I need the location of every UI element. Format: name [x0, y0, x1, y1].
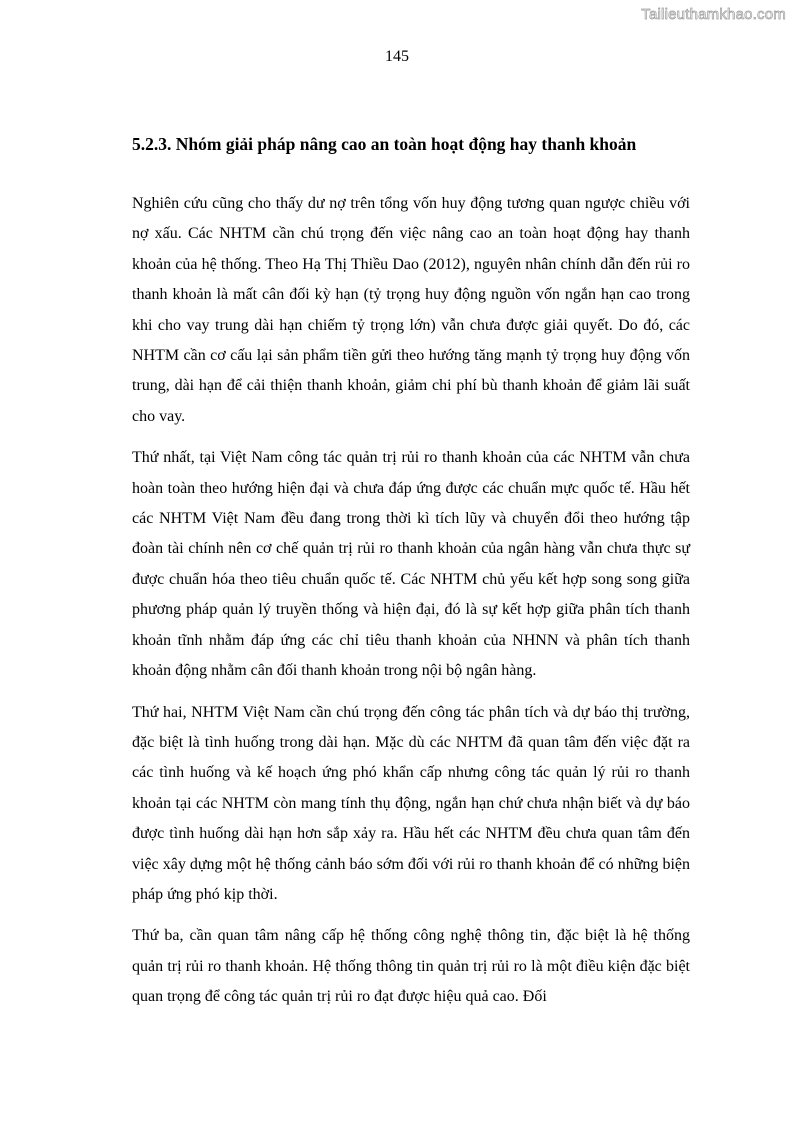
paragraph-1: Nghiên cứu cũng cho thấy dư nợ trên tổng vốn huy động tương quan ngược chiều với nợ xấu. Các NHTM cần chú trọng đến việc nâng cao an toàn hoạt động hay thanh khoản của hệ thống. Theo Hạ Thị Thiều Dao (2012), nguyên nhân chính dẫn đến rủi ro thanh khoản là mất cân đối kỳ hạn (tỷ trọng huy động nguồn vốn ngắn hạn cao trong khi cho vay trung dài hạn chiếm tỷ trọng lớn) vẫn chưa được giải quyết. Do đó, các NHTM cần cơ cấu lại sản phẩm tiền gửi theo hướng tăng mạnh tỷ trọng huy động vốn trung, dài hạn để cải thiện thanh khoản, giảm chi phí bù thanh khoản để giảm lãi suất cho vay. — [132, 195, 690, 425]
section-heading: 5.2.3. Nhóm giải pháp nâng cao an toàn hoạt động hay thanh khoản — [132, 134, 637, 154]
page-number: 145 — [385, 48, 409, 65]
paragraph-3: Thứ hai, NHTM Việt Nam cần chú trọng đến công tác phân tích và dự báo thị trường, đặc biệt là tình huống trong dài hạn. Mặc dù các NHTM đã quan tâm đến việc đặt ra các tình huống và kế hoạch ứng phó khẩn cấp nhưng công tác quản lý rủi ro thanh khoản tại các NHTM còn mang tính thụ động, ngắn hạn chứ chưa nhận biết và dự báo được tình huống dài hạn hơn sắp xảy ra. Hầu hết các NHTM đều chưa quan tâm đến việc xây dựng một hệ thống cảnh báo sớm đối với rủi ro thanh khoản để có những biện pháp ứng phó kịp thời. — [132, 703, 690, 903]
watermark-text: Tailieuthamkhao.com — [641, 6, 786, 23]
paragraph-4: Thứ ba, cần quan tâm nâng cấp hệ thống công nghệ thông tin, đặc biệt là hệ thống quản trị rủi ro thanh khoản. Hệ thống thông tin quản trị rủi ro là một điều kiện đặc biệt quan trọng để công tác quản trị rủi ro đạt được hiệu quả cao. Đối — [132, 927, 690, 1006]
document-body — [132, 129, 690, 1024]
paragraph-2: Thứ nhất, tại Việt Nam công tác quản trị rủi ro thanh khoản của các NHTM vẫn chưa hoàn toàn theo hướng hiện đại và chưa đáp ứng được các chuẩn mực quốc tế. Hầu hết các NHTM Việt Nam đều đang trong thời kì tích lũy và chuyển đổi theo hướng tập đoàn tài chính nên cơ chế quản trị rủi ro thanh khoản của ngân hàng vẫn chưa thực sự được chuẩn hóa theo tiêu chuẩn quốc tế. Các NHTM chủ yếu kết hợp song song giữa phương pháp quản lý truyền thống và hiện đại, đó là sự kết hợp giữa phân tích thanh khoản tĩnh nhằm đáp ứng các chỉ tiêu thanh khoản của NHNN và phân tích thanh khoản động nhằm cân đối thanh khoản trong nội bộ ngân hàng. — [132, 449, 690, 680]
